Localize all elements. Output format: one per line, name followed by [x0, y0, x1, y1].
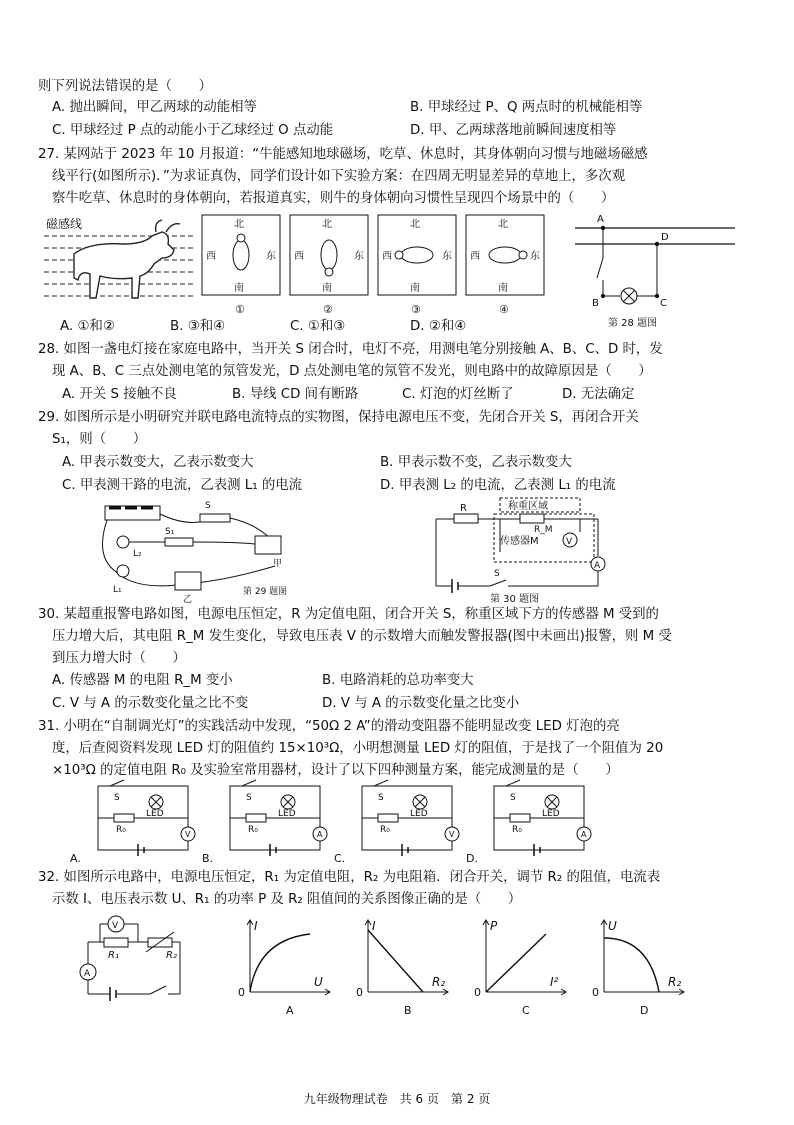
q29-fig-caption: 第 29 题图 — [243, 587, 288, 597]
q30-fig-caption: 第 30 题图 — [490, 594, 540, 605]
south-label: 南 — [322, 283, 332, 294]
q27-option-a: A. ①和② — [60, 319, 115, 334]
sensor-label: 传感器M — [500, 536, 539, 547]
switch-label: S — [114, 793, 120, 803]
r0-label: R₀ — [116, 825, 126, 835]
q27-stem-line2: 线平行(如图所示)．”为求证真伪，同学们设计如下实验方案：在四周无明显差异的草地上，多次观 — [52, 169, 626, 184]
q29-option-b: B. 甲表示数不变，乙表示数变大 — [380, 455, 572, 470]
label-v: V — [566, 537, 573, 547]
weighing-region-label: 称重区域 — [508, 501, 548, 512]
switch-s1-icon — [165, 538, 193, 546]
label-s1: S₁ — [165, 527, 175, 537]
south-label: 南 — [410, 283, 420, 294]
diagram-label: D. — [466, 852, 478, 865]
diagram-label: C. — [334, 852, 346, 865]
q28-option-a: A. 开关 S 接触不良 — [62, 387, 177, 402]
meter-label: V — [449, 830, 455, 839]
point-c: C — [660, 298, 667, 309]
label-r2: R₂ — [166, 950, 177, 961]
label-a: A — [84, 969, 91, 979]
point-b: B — [592, 298, 599, 309]
south-label: 南 — [234, 283, 244, 294]
cow-top-view — [401, 247, 433, 263]
label-l2: L₂ — [133, 549, 142, 559]
q29-stem-line1: 29. 如图所示是小明研究并联电路电流特点的实物图，保持电源电压不变，先闭合开关 S，再闭合开关 — [38, 410, 639, 425]
led-label: LED — [278, 809, 296, 819]
q26-option-a: A. 抛出瞬间，甲乙两球的动能相等 — [52, 100, 257, 115]
q28-option-d: D. 无法确定 — [562, 387, 635, 402]
west-label: 西 — [206, 251, 216, 262]
r0-label: R₀ — [512, 825, 522, 835]
switch-s — [490, 580, 506, 586]
x-axis-label: U — [314, 975, 323, 989]
q28-stem-line2: 现 A、B、C 三点处测电笔的氖管发光，D 点处测电笔的氖管不发光，则电路中的故障原因是（ ） — [52, 364, 652, 379]
graph-label: D — [640, 1004, 649, 1017]
r0-label: R₀ — [380, 825, 390, 835]
q30-option-a: A. 传感器 M 的电阻 R_M 变小 — [52, 673, 233, 688]
q30-option-d: D. V 与 A 的示数变化量之比变小 — [322, 696, 520, 711]
q27-orientation-panels — [200, 213, 560, 316]
graph-label: B — [404, 1004, 412, 1017]
graph-label: C — [522, 1004, 530, 1017]
switch — [506, 780, 520, 786]
y-axis-label: P — [490, 919, 498, 933]
y-axis-label: U — [608, 919, 617, 933]
east-label: 东 — [442, 251, 452, 262]
south-label: 南 — [498, 283, 508, 294]
switch-s — [597, 258, 603, 278]
q26-stem-tail: 则下列说法错误的是（ ） — [38, 79, 213, 94]
q30-option-c: C. V 与 A 的示数变化量之比不变 — [52, 696, 249, 711]
meter-label: A — [317, 830, 323, 839]
page-footer: 九年级物理试卷 共 6 页 第 2 页 — [303, 1092, 491, 1106]
label-a: A — [594, 561, 601, 571]
resistor-r0 — [378, 814, 398, 822]
q27-option-d: D. ②和④ — [410, 319, 467, 334]
switch — [374, 780, 388, 786]
resistor-r0 — [510, 814, 530, 822]
switch-s-icon — [200, 514, 230, 522]
led-label: LED — [146, 809, 164, 819]
origin-label: 0 — [592, 986, 599, 999]
label-r: R — [460, 503, 467, 514]
ammeter-jia-icon — [255, 536, 281, 554]
resistor-r — [454, 514, 478, 523]
q30-stem-line2: 压力增大后，其电阻 R_M 发生变化，导致电压表 V 的示数增大而触发警报器(图中未画出)报警，则 M 受 — [52, 629, 672, 644]
meter-label: A — [581, 830, 587, 839]
q30-option-b: B. 电路消耗的总功率变大 — [322, 673, 474, 688]
q29-stem-line2: S₁，则（ ） — [52, 432, 147, 447]
graph-curve — [250, 934, 310, 992]
y-axis-label: I — [254, 919, 258, 933]
bulb-l2-icon — [117, 536, 129, 548]
cow-head — [325, 268, 333, 276]
ammeter-yi-icon — [175, 572, 201, 590]
panel-number: ② — [323, 303, 333, 316]
q30-stem-line1: 30. 某超重报警电路如图，电源电压恒定，R 为定值电阻，闭合开关 S，称重区域下方的传感器 M 受到的 — [38, 607, 659, 622]
label-l1: L₁ — [113, 585, 122, 595]
led-label: LED — [542, 809, 560, 819]
origin-label: 0 — [238, 986, 245, 999]
north-label: 北 — [410, 219, 420, 230]
x-axis-label: R₂ — [432, 975, 446, 989]
label-s: S — [205, 501, 211, 511]
graph-curve — [368, 930, 423, 992]
q27-stem-line3: 察牛吃草、休息时的身体朝向，若报道真实，则牛的身体朝向习惯性呈现四个场景中的（ ） — [52, 191, 615, 206]
resistor-r0 — [114, 814, 134, 822]
origin-label: 0 — [474, 986, 481, 999]
diagram-label: A. — [70, 852, 81, 865]
q26-option-c: C. 甲球经过 P 点的动能小于乙球经过 O 点动能 — [52, 123, 334, 138]
graph-label: A — [286, 1004, 294, 1017]
west-label: 西 — [470, 251, 480, 262]
q31-stem-line3: ×10³Ω 的定值电阻 R₀ 及实验室常用器材，设计了以下四种测量方案，能完成测量的是（ ） — [52, 763, 619, 778]
panel-number: ① — [235, 303, 245, 316]
diagram-label: B. — [202, 852, 214, 865]
graph-curve — [604, 938, 659, 992]
switch-label: S — [378, 793, 384, 803]
q27-stem-line1: 27. 某网站于 2023 年 10 月报道：“牛能感知地球磁场，吃草、休息时，其身体朝向习惯与地磁场磁感 — [38, 147, 648, 162]
switch-label: S — [510, 793, 516, 803]
q26-option-d: D. 甲、乙两球落地前瞬间速度相等 — [410, 123, 617, 138]
switch-label: S — [246, 793, 252, 803]
q29-physical-circuit-figure — [95, 496, 295, 604]
cow-head — [395, 251, 403, 259]
q26-option-b: B. 甲球经过 P、Q 两点时的机械能相等 — [410, 100, 643, 115]
q32-stem-line2: 示数 I、电压表示数 U、R₁ 的功率 P 及 R₂ 阻值间的关系图像正确的是（ ） — [52, 892, 522, 907]
q28-fig-caption: 第 28 题图 — [608, 318, 658, 329]
battery-icon — [110, 987, 116, 1001]
point-a: A — [597, 214, 604, 225]
switch — [150, 986, 166, 994]
x-axis-label: R₂ — [668, 975, 682, 989]
switch — [110, 780, 124, 786]
led-label: LED — [410, 809, 428, 819]
q30-stem-line3: 到压力增大时（ ） — [52, 651, 186, 666]
north-label: 北 — [322, 219, 332, 230]
origin-label: 0 — [356, 986, 363, 999]
east-label: 东 — [266, 251, 276, 262]
q31-stem-line2: 度，后查阅资料发现 LED 灯的阻值约 15×10³Ω，小明想测量 LED 灯的阻值，于是找了一个阻值为 20 — [52, 741, 664, 756]
graph-curve — [486, 934, 546, 992]
switch — [242, 780, 256, 786]
q27-cow-figure — [44, 214, 194, 310]
east-label: 东 — [530, 251, 540, 262]
cow-head — [519, 251, 527, 259]
r0-label: R₀ — [248, 825, 258, 835]
label-yi: 乙 — [183, 595, 193, 605]
point-d: D — [661, 232, 669, 243]
q27-option-b: B. ③和④ — [170, 319, 226, 334]
panel-number: ③ — [411, 303, 421, 316]
cow-head — [237, 234, 245, 242]
battery-icon — [452, 579, 458, 593]
q28-option-c: C. 灯泡的灯丝断了 — [402, 387, 514, 402]
resistor-r0 — [246, 814, 266, 822]
q31-stem-line1: 31. 小明在“自制调光灯”的实践活动中发现，“50Ω 2 A”的滑动变阻器不能明显改变 LED 灯泡的亮 — [38, 719, 620, 734]
cow-top-view — [233, 240, 249, 270]
q29-option-d: D. 甲表测 L₂ 的电流，乙表测 L₁ 的电流 — [380, 478, 616, 493]
q32-graphs — [240, 912, 720, 1022]
resistor-rm — [520, 514, 544, 523]
label-jia: 甲 — [273, 559, 283, 569]
q30-circuit-figure — [430, 494, 610, 604]
q28-stem-line1: 28. 如图一盏电灯接在家庭电路中，当开关 S 闭合时，电灯不亮，用测电笔分别接触 A、B、C、D 时，发 — [38, 342, 663, 357]
east-label: 东 — [354, 251, 364, 262]
q32-circuit-figure — [70, 912, 200, 1002]
y-axis-label: I — [372, 919, 376, 933]
q28-option-b: B. 导线 CD 间有断路 — [232, 387, 359, 402]
meter-label: V — [185, 830, 191, 839]
west-label: 西 — [382, 251, 392, 262]
q31-circuit-diagrams — [70, 778, 590, 866]
q32-stem-line1: 32. 如图所示电路中，电源电压恒定，R₁ 为定值电阻，R₂ 为电阻箱．闭合开关，调节 R₂ 的阻值，电流表 — [38, 870, 661, 885]
label-rm: R_M — [534, 525, 553, 535]
magnetic-field-line-label: 磁感线 — [46, 217, 83, 231]
label-r1: R₁ — [108, 950, 119, 961]
north-label: 北 — [234, 219, 244, 230]
q29-option-c: C. 甲表测干路的电流，乙表测 L₁ 的电流 — [62, 478, 303, 493]
cow-top-view — [321, 240, 337, 270]
x-axis-label: I² — [550, 975, 559, 989]
panel-number: ④ — [499, 303, 509, 316]
q27-option-c: C. ①和③ — [290, 319, 346, 334]
label-v: V — [112, 921, 119, 931]
q28-circuit-figure — [570, 210, 740, 330]
resistor-r1 — [104, 938, 128, 947]
bulb-l1-icon — [117, 565, 129, 577]
west-label: 西 — [294, 251, 304, 262]
label-s: S — [494, 569, 500, 579]
cow-top-view — [489, 247, 521, 263]
q29-option-a: A. 甲表示数变大，乙表示数变大 — [62, 455, 254, 470]
north-label: 北 — [498, 219, 508, 230]
